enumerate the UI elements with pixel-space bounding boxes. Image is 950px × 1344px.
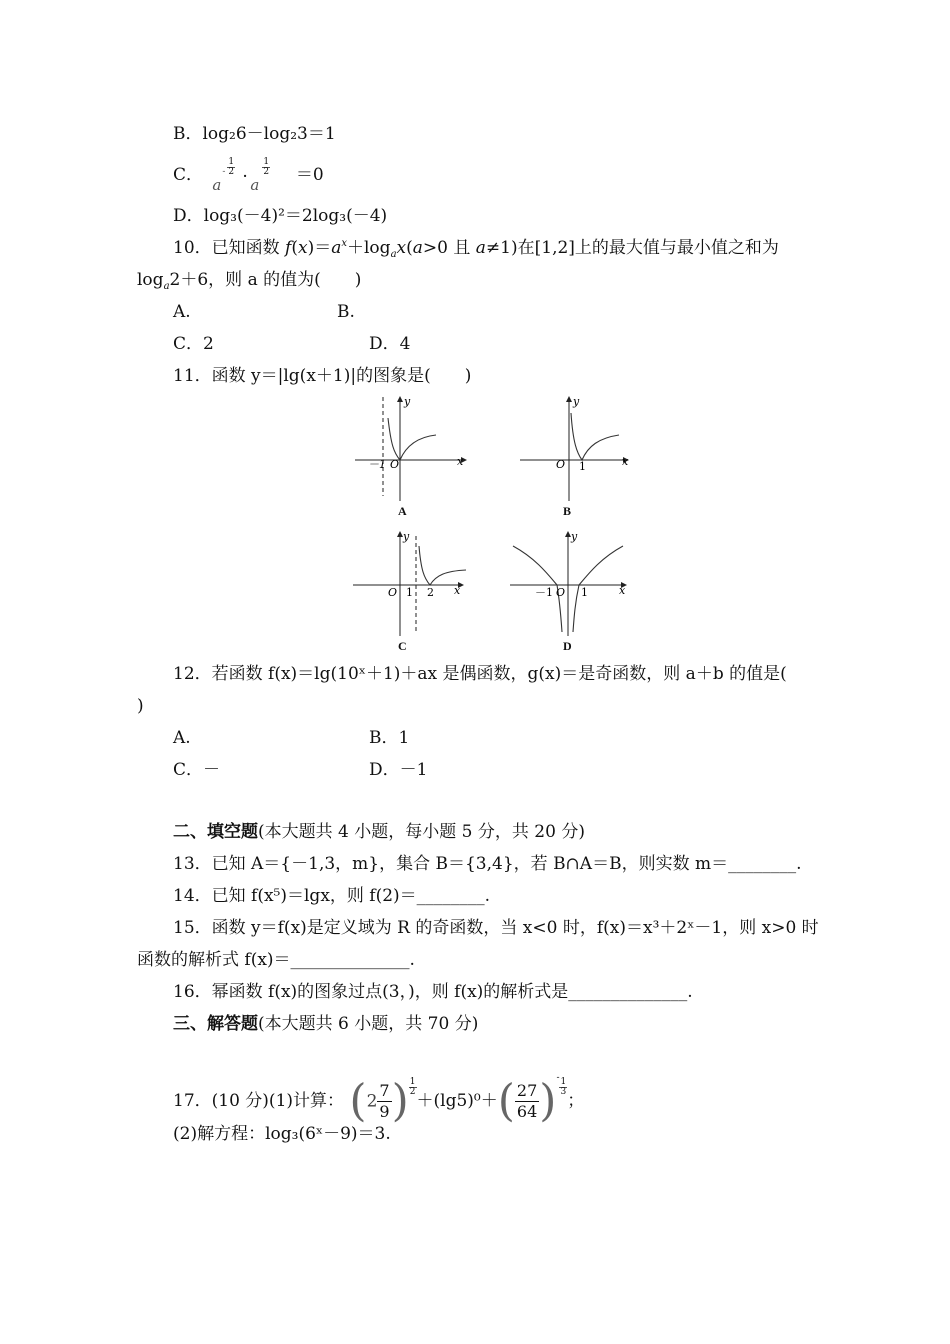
q9-option-c: [173, 157, 324, 194]
graph-b-label: B: [563, 504, 572, 518]
q10-text-line2: ＋6，则 a 的值为( ): [180, 270, 362, 290]
graph-a-x-label: x: [457, 455, 464, 468]
q9-option-d: D．log₃(－4)²＝2log₃(－4): [173, 206, 388, 226]
q15-line1: 15．函数 y＝f(x)是定义域为 R 的奇函数，当 x<0 时，f(x)＝x³＋2ˣ－1，则 x>0 时: [173, 918, 819, 938]
graph-d-x-label: x: [619, 584, 626, 597]
q17-fraction-2: [515, 1081, 539, 1122]
q17-exponent-1: [409, 1078, 417, 1097]
q12-stem-line1: 12．若函数 f(x)＝lg(10ˣ＋1)＋ax 是偶函数，g(x)＝是奇函数，则 a＋b 的值是(: [173, 664, 787, 684]
graph-a-tick-neg1: －1: [368, 458, 386, 471]
q13: 13．已知 A＝{－1,3，m}，集合 B＝{3,4}，若 B∩A＝B，则实数 m＝________.: [173, 854, 802, 874]
q12-option-c: C．－: [173, 760, 221, 780]
q9-option-c-expr: a - 1 2 · a 1 2: [212, 157, 270, 194]
graph-c-label: C: [398, 639, 407, 653]
graph-a-label: A: [398, 504, 407, 518]
q12-option-b: B．1: [369, 728, 410, 748]
q10-option-b: B.: [337, 302, 355, 322]
graph-c-origin: O: [388, 586, 398, 599]
q10-option-d: D．4: [369, 334, 411, 354]
graph-c: [350, 528, 475, 638]
graph-a-origin: O: [390, 458, 400, 471]
section2-note: (本大题共 4 小题，每小题 5 分，共 20 分): [258, 822, 585, 842]
graph-a-y-arrow: [397, 396, 403, 402]
q17-mixed-fraction: [377, 1081, 391, 1122]
q17-part2: (2)解方程：log₃(6ˣ－9)＝3.: [173, 1124, 391, 1144]
graph-d-y-label: y: [571, 530, 578, 543]
q9-option-c-label: C．: [173, 165, 204, 185]
q17-label: 17．(10 分)(1)计算：: [173, 1091, 345, 1111]
graph-c-x-label: x: [454, 584, 461, 597]
q17-frac2-num: 27: [516, 1081, 538, 1100]
q17-mixed-den: 9: [379, 1102, 390, 1121]
q17-exp1-num: 1: [409, 1077, 416, 1087]
graph-a-curve: [388, 418, 436, 460]
graph-b-x-label: x: [622, 455, 629, 468]
q10-text-c: 在[1,2]上的最大值与最小值之和为: [517, 238, 779, 258]
graph-c-tick-2: 2: [427, 586, 434, 599]
section2-title: [173, 820, 585, 844]
graph-d-origin: O: [556, 586, 566, 599]
q9-option-b: B．log₂6－log₂3＝1: [173, 124, 336, 144]
q12-option-a: A.: [173, 728, 191, 748]
q17-end: ；: [567, 1091, 585, 1111]
q9-option-c-rest: ＝0: [295, 165, 324, 185]
graph-b-curve: [571, 413, 619, 460]
q10-option-c: C．2: [173, 334, 214, 354]
q10-text-a: 已知函数: [211, 238, 286, 258]
graph-a-y-label: y: [404, 395, 411, 408]
section2-heading: 二、填空题: [173, 822, 258, 842]
graph-c-tick-1: 1: [406, 586, 413, 599]
q10-number: 10．: [173, 238, 212, 258]
q15-line2: 函数的解析式 f(x)＝______________.: [137, 950, 415, 970]
q10-stem-line2: $\log_a2+6$，则 a 的值为( ): [137, 270, 362, 292]
graph-b-y-arrow: [566, 396, 572, 402]
section3-heading: 三、解答题: [173, 1014, 258, 1034]
q10-text-b: ＋log: [347, 238, 391, 258]
graph-d-tick-1: 1: [581, 586, 588, 599]
q16: 16．幂函数 f(x)的图象过点(3，)，则 f(x)的解析式是______________.: [173, 982, 693, 1002]
section3-title: [173, 1012, 478, 1036]
q17-frac2-den: 64: [516, 1102, 538, 1121]
q17-middle: ＋(lg5)⁰＋: [416, 1091, 498, 1111]
graph-d: [505, 528, 635, 638]
graph-a: [350, 393, 475, 503]
q12-stem-line2: ): [137, 696, 144, 716]
graph-b-origin: O: [556, 458, 566, 471]
q17-exp1-den: 2: [409, 1087, 416, 1097]
graph-b-tick-1: 1: [579, 460, 586, 473]
q17-mixed-num: 7: [379, 1081, 390, 1100]
section3-note: (本大题共 6 小题，共 70 分): [258, 1014, 479, 1034]
q17-exp2-den: 3: [560, 1087, 567, 1097]
graph-d-label: D: [563, 639, 572, 653]
q10-option-a: A.: [173, 302, 191, 322]
q12-option-d: D．－1: [369, 760, 428, 780]
q17-part1: 17．(10 分)(1)计算： (2 $\frac{7}{9}$ ) $\frac{1}{2}$ ＋(lg5)⁰＋( $\frac{27}{64}$ )- $\frac{1}{3}$ ；: [173, 1073, 585, 1127]
graph-c-curve: [419, 546, 466, 585]
q14: 14．已知 f(x⁵)＝lgx，则 f(2)＝________.: [173, 886, 491, 906]
q17-exp2-num: 1: [560, 1077, 567, 1087]
graph-d-tick-neg1: －1: [535, 586, 553, 599]
q11-stem: 11．函数 y＝|lg(x＋1)|的图象是( ): [173, 366, 472, 386]
graph-b: [515, 393, 640, 503]
q17-mixed-whole: 2: [366, 1091, 378, 1112]
graph-b-y-label: y: [573, 395, 580, 408]
q10-stem-line1: 10．已知函数 $f(x)=a^x+\log_ax(a>0$ 且 a≠1)在[1,2]上的最大值与最小值之和为: [173, 238, 779, 260]
graph-c-y-label: y: [403, 530, 410, 543]
